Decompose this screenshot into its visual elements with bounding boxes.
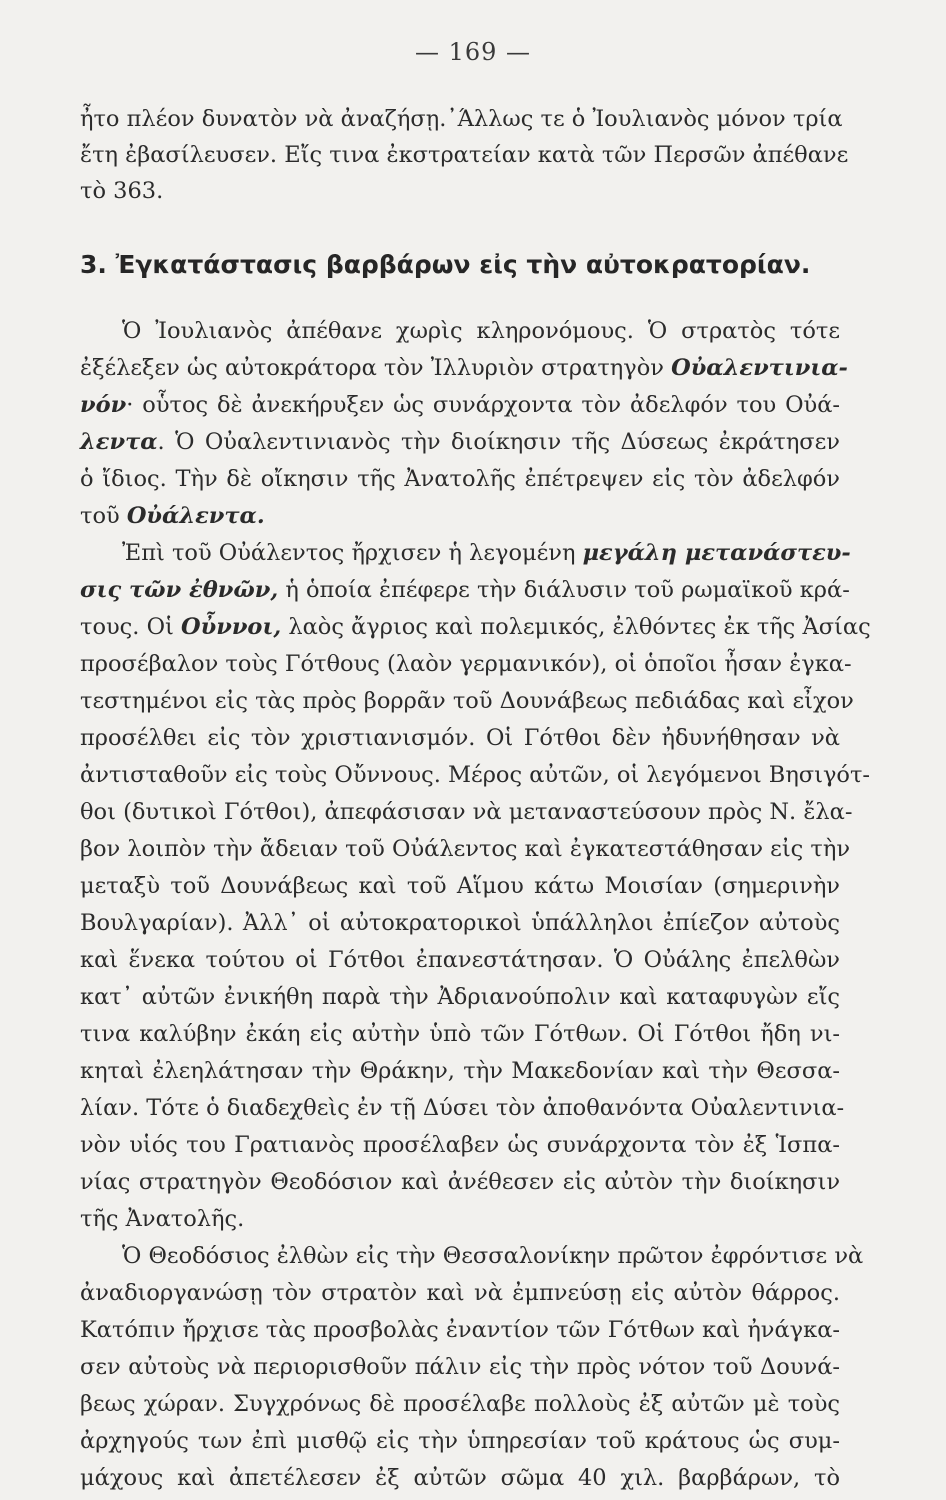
text-run: Ἐπὶ τοῦ Οὐάλεντος ἤρχισεν ἡ λεγομένη [122,540,583,566]
page-number: — 169 — [414,38,532,66]
text-line [80,1019,840,1049]
text-line [80,1167,840,1197]
text-line [80,1352,840,1382]
text-run: Βουλγαρίαν). Ἀλλ᾽ οἱ αὐτοκρατορικοὶ ὑπάλληλοι ἐπίεζον αὐτοὺς [80,910,840,936]
text-line [80,1241,864,1271]
text-line [80,834,851,864]
text-run: σεν αὐτοὺς νὰ περιορισθοῦν πάλιν εἰς τὴν πρὸς νότον τοῦ Δουνά- [80,1354,840,1380]
text-run: τινα καλύβην ἐκάη εἰς αὐτὴν ὑπὸ τῶν Γότθων. Οἱ Γότθοι ἤδη νι- [80,1021,840,1047]
text-line [80,723,840,753]
text-line: ἔτη ἐβασίλευσεν. Εἴς τινα ἐκστρατείαν κατὰ τῶν Περσῶν ἀπέθανε [80,142,849,168]
text-line [80,1278,840,1308]
text-run: . Ὁ Οὐαλεντινιανὸς τὴν διοίκησιν τῆς Δύσεως ἐκράτησεν [157,429,840,455]
text-run: τεστημένοι εἰς τὰς πρὸς βορρᾶν τοῦ Δουνάβεως πεδιάδας καὶ εἶχον [80,688,854,714]
emphasized-term: σις τῶν ἐθνῶν, [80,577,279,603]
text-run: κηταὶ ἐλεηλάτησαν τὴν Θράκην, τὴν Μακεδονίαν καὶ τὴν Θεσσα- [80,1058,840,1084]
text-line [80,871,840,901]
text-run: νὸν υἱός του Γρατιανὸς προσέλαβεν ὡς συνάρχοντα τὸν ἐξ Ἱσπα- [80,1132,840,1158]
text-line [80,316,840,346]
text-run: τοῦ [80,503,127,529]
text-run: ἀναδιοργανώσῃ τὸν στρατὸν καὶ νὰ ἐμπνεύσῃ εἰς αὐτὸν θάρρος. [80,1280,840,1306]
emphasized-term: Οὖννοι, [181,614,282,640]
text-line [80,1389,840,1419]
text-line [80,649,852,679]
text-run: κατ᾽ αὐτῶν ἐνικήθη παρὰ τὴν Ἀδριανούπολιν καὶ καταφυγὼν εἴς [80,984,840,1010]
section-heading: 3. Ἐγκατάστασις βαρβάρων εἰς τὴν αὐτοκρατορίαν. [80,250,811,279]
text-line [80,501,840,531]
emphasized-term: λεντα [80,429,158,455]
text-line: τὸ 363. [80,178,164,204]
text-line [80,575,850,605]
text-run: τῆς Ἀνατολῆς. [80,1206,245,1232]
text-line [80,797,853,827]
emphasized-term: νόν [80,392,127,418]
text-line [80,1426,840,1456]
text-line [80,464,840,494]
text-line [80,908,840,938]
text-line [80,1204,840,1234]
text-run: καὶ ἕνεκα τούτου οἱ Γότθοι ἐπανεστάτησαν. Ὁ Οὐάλης ἐπελθὼν [80,947,840,973]
text-run: προσέβαλον τοὺς Γότθους (λαὸν γερμανικόν), οἱ ὁποῖοι ἦσαν ἐγκα- [80,651,852,677]
text-run: βον λοιπὸν τὴν ἄδειαν τοῦ Οὐάλεντος καὶ ἐγκατεστάθησαν εἰς τὴν [80,836,851,862]
text-run: ὁ ἴδιος. Τὴν δὲ οἴκησιν τῆς Ἀνατολῆς ἐπέτρεψεν εἰς τὸν ἀδελφόν [80,466,840,492]
text-run: Ὁ Ἰουλιανὸς ἀπέθανε χωρὶς κληρονόμους. Ὁ στρατὸς τότε [122,318,840,344]
text-line [80,686,854,716]
text-run: μεταξὺ τοῦ Δουνάβεως καὶ τοῦ Αἵμου κάτω Μοισίαν (σημερινὴν [80,873,840,899]
emphasized-term: Οὐάλεντα. [126,503,265,529]
text-run: ἐξέλεξεν ὡς αὐτοκράτορα τὸν Ἰλλυριὸν στρατηγὸν [80,355,672,381]
text-run: μάχους καὶ ἀπετέλεσεν ἐξ αὐτῶν σῶμα 40 χιλ. βαρβάρων, τὸ [80,1465,840,1491]
text-line [80,760,871,790]
text-run: λαὸς ἄγριος καὶ πολεμικός, ἐλθόντες ἐκ τῆς Ἀσίας [281,614,871,640]
text-line [80,945,840,975]
text-line [80,1093,845,1123]
emphasized-term: μεγάλη μετανάστευ- [582,540,851,566]
text-run: ἡ ὁποία ἐπέφερε τὴν διάλυσιν τοῦ ρωμαϊκοῦ κρά- [278,577,850,603]
text-line [80,390,840,420]
text-run: ἀρχηγούς των ἐπὶ μισθῷ εἰς τὴν ὑπηρεσίαν τοῦ κράτους ὡς συμ- [80,1428,840,1454]
text-run: λίαν. Τότε ὁ διαδεχθεὶς ἐν τῇ Δύσει τὸν ἀποθανόντα Οὐαλεντινια- [80,1095,845,1121]
text-line [80,427,840,457]
text-run: προσέλθει εἰς τὸν χριστιανισμόν. Οἱ Γότθοι δὲν ἠδυνήθησαν νὰ [80,725,840,751]
text-run: βεως χώραν. Συγχρόνως δὲ προσέλαβε πολλοὺς ἐξ αὐτῶν μὲ τοὺς [80,1391,840,1417]
text-run: · οὗτος δὲ ἀνεκήρυξεν ὡς συνάρχοντα τὸν ἀδελφόν του Οὐά- [126,392,840,418]
text-run: ἀντισταθοῦν εἰς τοὺς Οὔννους. Μέρος αὐτῶν, οἱ λεγόμενοι Βησιγότ- [80,762,871,788]
text-line [80,538,851,568]
text-run: Ὁ Θεοδόσιος ἐλθὼν εἰς τὴν Θεσσαλονίκην πρῶτον ἐφρόντισε νὰ [122,1243,864,1269]
text-run: Κατόπιν ἤρχισε τὰς προσβολὰς ἐναντίον τῶν Γότθων καὶ ἠνάγκα- [80,1317,840,1343]
text-line [80,1463,840,1493]
text-line [80,353,848,383]
text-line [80,982,840,1012]
text-line: ἦτο πλέον δυνατὸν νὰ ἀναζήσῃ.᾽Άλλως τε ὁ Ἰουλιανὸς μόνον τρία [80,106,843,132]
text-run: θοι (δυτικοὶ Γότθοι), ἀπεφάσισαν νὰ μεταναστεύσουν πρὸς Ν. ἔλα- [80,799,853,825]
text-line [80,612,871,642]
text-line [80,1315,840,1345]
text-line [80,1056,840,1086]
text-run: νίας στρατηγὸν Θεοδόσιον καὶ ἀνέθεσεν εἰς αὐτὸν τὴν διοίκησιν [80,1169,840,1195]
emphasized-term: Οὐαλεντινια- [671,355,848,381]
text-run: τους. Οἱ [80,614,181,640]
text-line [80,1130,840,1160]
